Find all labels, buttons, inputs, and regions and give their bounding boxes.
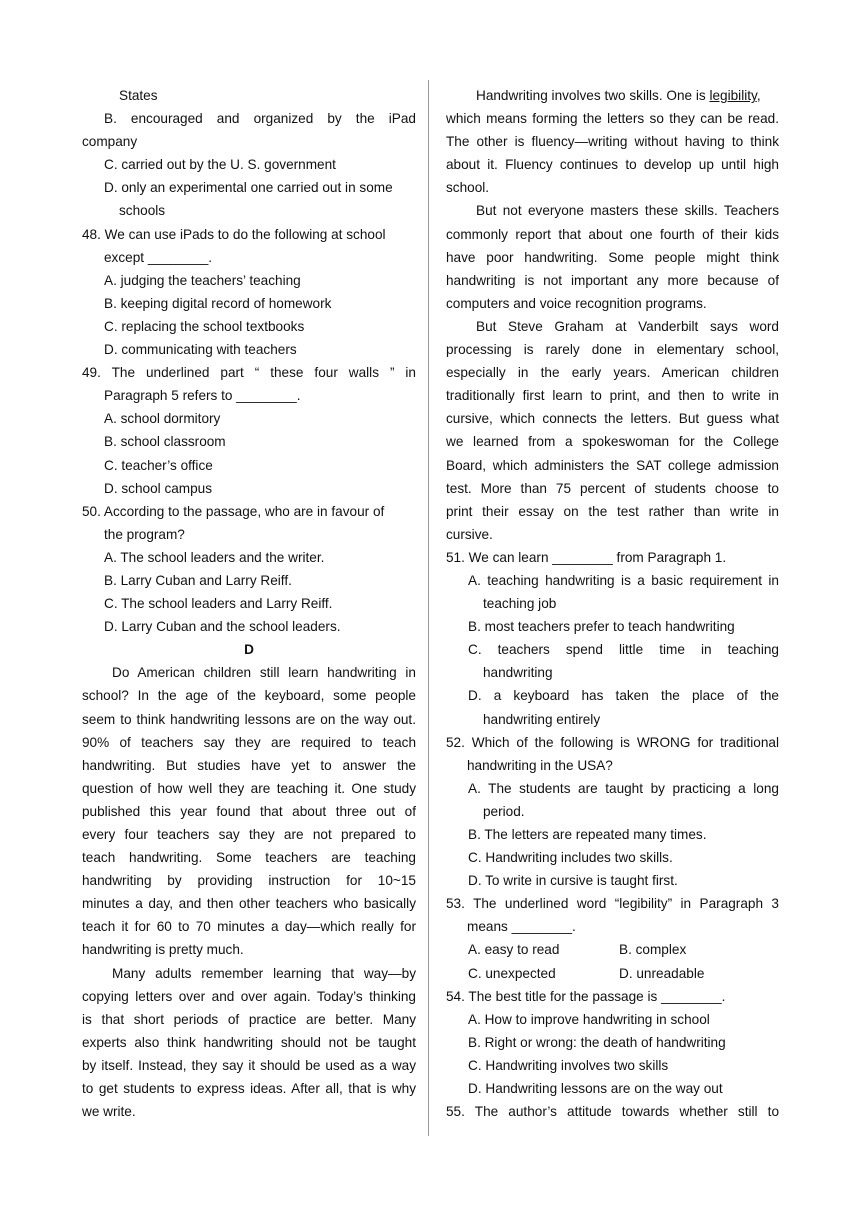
passage-line: to get students to express ideas. After all, that is why [82, 1081, 416, 1097]
q54-stem: 54. The best title for the passage is ________. [446, 988, 726, 1004]
passage-line: especially in the early years. American children [446, 365, 779, 381]
passage-line: school? In the age of the keyboard, some people [82, 688, 416, 704]
q54-option-c: C. Handwriting involves two skills [468, 1057, 669, 1073]
underlined-word-legibility: legibility [709, 88, 757, 103]
q47-option-d: D. only an experimental one carried out in some [104, 180, 393, 196]
q48-stem: 48. We can use iPads to do the following at school [82, 226, 386, 242]
q50-stem: 50. According to the passage, who are in favour of [82, 503, 385, 519]
q49-option-c: C. teacher’s office [104, 457, 213, 473]
q50-option-c: C. The school leaders and Larry Reiff. [104, 596, 333, 612]
q50-option-b: B. Larry Cuban and Larry Reiff. [104, 572, 292, 588]
passage-line: handwriting by providing instruction for 10~15 [82, 873, 416, 889]
right-column [446, 84, 779, 1123]
q48-option-a: A. judging the teachers’ teaching [104, 272, 301, 288]
q47-option-b: B. encouraged and organized by the iPad [104, 111, 416, 127]
passage-line: handwriting. But studies have yet to answer the [82, 757, 416, 773]
q49-stem-cont: Paragraph 5 refers to ________. [104, 388, 301, 404]
q52-stem: 52. Which of the following is WRONG for traditional [446, 734, 779, 750]
q49-option-d: D. school campus [104, 480, 213, 496]
q50-stem-cont: the program? [104, 526, 185, 542]
q47-option-c: C. carried out by the U. S. government [104, 157, 336, 173]
passage-line: question of how well they are teaching it. One study [82, 780, 416, 796]
q53-options-row-2 [446, 962, 779, 985]
passage-line: minutes a day, and then other teachers who basically [82, 896, 416, 912]
passage-text: Handwriting involves two skills. One is [476, 88, 710, 103]
passage-line: But Steve Graham at Vanderbilt says word [476, 318, 779, 334]
passage-line: which means forming the letters so they can be read. [446, 111, 779, 127]
passage-line: we learned from a spokeswoman for the College [446, 434, 779, 450]
q54-option-d: D. Handwriting lessons are on the way out [468, 1081, 723, 1097]
q53-option-b: B. complex [619, 942, 687, 958]
passage-line: have poor handwriting. Some people might think [446, 249, 779, 265]
q53-stem: 53. The underlined word “legibility” in Paragraph 3 [446, 896, 779, 912]
q49-option-b: B. school classroom [104, 434, 226, 450]
passage-line: traditionally first learn to print, and then to write in [446, 388, 779, 404]
passage-text: , [756, 88, 761, 103]
passage-line: The other is fluency—writing without having to think [446, 134, 779, 150]
q48-option-c: C. replacing the school textbooks [104, 318, 305, 334]
passage-line: cursive, which connects the letters. But guess what [446, 411, 779, 427]
q52-option-c: C. Handwriting includes two skills. [468, 850, 673, 866]
passage-line: handwriting is pretty much. [82, 942, 244, 958]
passage-line: about it. Fluency continues to develop up until high [446, 157, 779, 173]
q47-option-b-cont: company [82, 134, 138, 150]
passage-line: seem to think handwriting lessons are on the way out. [82, 711, 416, 727]
q48-option-b: B. keeping digital record of homework [104, 295, 332, 311]
passage-line: teach it for 60 to 70 minutes a day—which really for [82, 919, 416, 935]
q54-option-b: B. Right or wrong: the death of handwriting [468, 1034, 726, 1050]
passage-line: Board, which administers the SAT college admission [446, 457, 779, 473]
passage-line-legibility [446, 84, 779, 107]
q49-stem: 49. The underlined part “ these four walls ” in [82, 365, 416, 381]
q51-stem: 51. We can learn ________ from Paragraph 1. [446, 549, 727, 565]
passage-line: computers and voice recognition programs. [446, 295, 707, 311]
q52-stem-cont: handwriting in the USA? [467, 757, 613, 773]
passage-line: school. [446, 180, 490, 196]
q53-option-c: C. unexpected [468, 965, 556, 981]
q48-stem-cont: except ________. [104, 249, 213, 265]
q51-option-b: B. most teachers prefer to teach handwriting [468, 619, 735, 635]
q51-option-a: A. teaching handwriting is a basic requirement in [468, 572, 779, 588]
passage-line: by itself. Instead, they say it should be used as a way [82, 1057, 416, 1073]
q53-option-a: A. easy to read [468, 942, 560, 958]
q51-option-c: C. teachers spend little time in teaching [468, 642, 779, 658]
passage-line: teach handwriting. Some teachers are teaching [82, 850, 416, 866]
q55-stem: 55. The author’s attitude towards whether still to [446, 1104, 779, 1120]
q49-option-a: A. school dormitory [104, 411, 221, 427]
passage-line: 90% of teachers say they are required to teach [82, 734, 416, 750]
passage-line: copying letters over and over again. Today’s thinking [82, 988, 416, 1004]
q51-option-a-cont: teaching job [483, 596, 557, 612]
q50-option-a: A. The school leaders and the writer. [104, 549, 325, 565]
q47-option-a-end: States [119, 88, 158, 103]
passage-line: test. More than 75 percent of students choose to [446, 480, 779, 496]
passage-line: commonly report that about one fourth of their kids [446, 226, 779, 242]
passage-line: we write. [82, 1104, 136, 1120]
passage-line: Many adults remember learning that way—by [112, 965, 416, 981]
q54-option-a: A. How to improve handwriting in school [468, 1011, 710, 1027]
passage-line: processing is rarely done in elementary school, [446, 342, 779, 358]
q53-option-d: D. unreadable [619, 965, 705, 981]
q47-option-d-cont: schools [119, 203, 166, 219]
q53-stem-cont: means ________. [467, 919, 576, 935]
section-heading-d: D [244, 642, 254, 658]
passage-line: published this year found that about three out of [82, 803, 416, 819]
passage-line: handwriting is not important any more because of [446, 272, 779, 288]
left-column [82, 84, 416, 1123]
q53-options-row-1 [446, 938, 779, 961]
q52-option-d: D. To write in cursive is taught first. [468, 873, 678, 889]
passage-line: Do American children still learn handwriting in [112, 665, 416, 681]
q52-option-a: A. The students are taught by practicing a long [468, 780, 779, 796]
q51-option-d-cont: handwriting entirely [483, 711, 601, 727]
passage-line: But not everyone masters these skills. Teachers [476, 203, 779, 219]
passage-line: print their essay on the test rather than write in [446, 503, 779, 519]
q51-option-d: D. a keyboard has taken the place of the [468, 688, 779, 704]
q50-option-d: D. Larry Cuban and the school leaders. [104, 619, 341, 635]
column-divider [428, 80, 429, 1136]
q52-option-b: B. The letters are repeated many times. [468, 827, 707, 842]
passage-line: cursive. [446, 526, 493, 542]
passage-line: experts also think handwriting should not be taught [82, 1034, 416, 1050]
passage-line: every four teachers say they are not prepared to [82, 827, 416, 842]
q48-option-d: D. communicating with teachers [104, 342, 297, 358]
q51-option-c-cont: handwriting [483, 665, 553, 681]
q52-option-a-cont: period. [483, 803, 525, 819]
passage-line: is that short periods of practice are better. Many [82, 1011, 416, 1027]
